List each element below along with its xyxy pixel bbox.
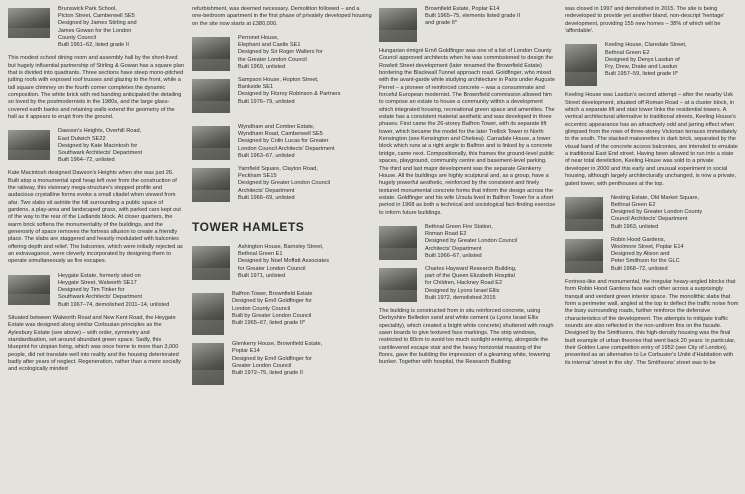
caption-line: Fry, Drew, Drake and Lasdun (605, 63, 678, 70)
caption-line: Built 1964–72, unlisted (58, 157, 115, 164)
body-paragraph: The building is constructed from in situ reinforced concrete, using Derbyshire Belledon sand and white cement (a Lyons Israel Ellis speciality), which created a bright white concrete) shuttered with rough sawn boards to give textured face markings. The strip windows, restricted to 80cm to avoid too much sunlight entering, alongside the cantilevered escape stair and the heavy horizontal massing of the floors, gave the building the impression of a gleaming white, towering bunker. Together with hospital, the Research Building (379, 307, 554, 366)
caption-line: Yarnfield Square, Clayton Road, (238, 166, 318, 173)
building-photo (565, 197, 603, 231)
caption-line: Picton Street, Camberwell SE5 (58, 13, 135, 20)
caption-line: Council Architects' Department (611, 216, 688, 223)
caption-line: Built 1957–59, listed grade II* (605, 71, 679, 78)
caption-line: Keeling House, Claredale Street, (605, 42, 687, 49)
caption-line: for Greater London Council (238, 265, 306, 272)
caption-line: the Greater London Council (238, 56, 307, 63)
caption-line: Built by Greater London Council (232, 312, 312, 319)
body-paragraph: Keeling House was Lasdun's second attempt – after the nearby Usk Street development, situated off Roman Road – at a cluster block, in which a separate lift and stair tower links the residential towers. A vertical architectural alternative to traditional streets, Keeling House's eccentric appearance has an attractively odd and jarring effect when glimpsed from the rows of three-storey Victorian terraces immediately to the south. The stacked maisonettes in dark brick, separated by the visual band of the concrete access balconies, are intended to emulate a traditional East End street. Having been allowed to run into a state of near total dereliction, Keeling House was sold to a private developer in 2000 and this early and unusual experiment in social housing, although largely architecturally unchanged, is now a private, gated tower, with penthouses at the top. (565, 92, 738, 187)
caption-line: Heygate Street, Walworth SE17 (58, 280, 137, 286)
caption-line: Built 1966–67, unlisted (425, 252, 482, 259)
caption-line: Designed by Greater London County (611, 209, 703, 216)
entry-glenkerry-house (192, 341, 372, 385)
body-paragraph: This modest school dining room and assembly hall by the short-lived but hugely influential partnership of Stirling & Gowan has a square plan that is divided into quadrants. Three sections have steep mono-pitched jutting roofs with exposed roof trusses and glazing to the front, while a tall square chimney on the fourth corner completes the dynamic composition. The white brick with red banding anticipated the detailing so loved by the postmodernists in the 1980s, and the large glass-covered earth banks and retaining walls extend the geometry of the hall as it appears to erupt from the ground. (8, 55, 185, 120)
caption-line: Glenkerry House, Brownfield Estate, (232, 341, 323, 348)
caption-line: Perronet House, (238, 35, 279, 42)
entry-balfron-tower (192, 291, 372, 335)
entry-yarnfield-square (192, 166, 372, 202)
caption-line: Ashington House, Barnsley Street, (238, 244, 324, 251)
building-photo (379, 268, 417, 302)
caption-line: Designed by Greater London Council (425, 238, 518, 245)
entry-perronet-house (192, 35, 372, 71)
caption-line: Built 1976–79, unlisted (238, 98, 295, 105)
building-photo (8, 275, 50, 305)
caption-line: Sampson House, Hopton Street, (238, 77, 319, 84)
entry-ashington-house (192, 244, 372, 280)
body-paragraph: Fortress-like and monumental, the irregular heavy-angled blocks that form Robin Hood Gardens face each other across a surprisingly tranquil and verdant green interior space. The monolithic slabs that form a perimeter wall, angled at the top to deflect the traffic noise from the busy surrounding roads, further reinforce the defensive characteristics of the development. The attempts to mitigate traffic sounds are also reflected in the non-uniform fins on the facade. Designed by the Smithsons, this high-density housing was the final built example of urban theories that went back 20 years: in particular, their Golden Lane competition entry of 1952 (see City of London), presented as an alternative to Le Corbusier's Unité d'Habitation with its internal 'street in the sky'. The Smithsons' street was to be (565, 278, 739, 366)
column-1 (8, 6, 184, 381)
caption-line: Peter Smithson for the GLC (611, 258, 680, 265)
caption (425, 224, 517, 260)
caption-line: Built 1961–62, listed grade II (58, 42, 129, 49)
caption-line: Brunswick Park School, (58, 6, 117, 12)
caption-line: Built 1969, unlisted (238, 63, 286, 70)
caption-line: Southwark Architects' Department (58, 149, 143, 156)
entry-nesting-estate (565, 195, 739, 231)
caption-line: Built 1971, unlisted (238, 272, 286, 279)
caption-line: Bethnal Green E2 (605, 49, 650, 56)
entry-sampson-house (192, 77, 372, 113)
body-paragraph: Hungarian émigré Ernő Goldfinger was one of a list of London County Council approved architects when he was commissioned to design the Rowlett Street development (later renamed the Brownfield Estate) bordering the Blackwall Tunnel approach road. Goldfinger, who mixed with the avant-garde while studying architecture in Paris under Auguste Perret – a pioneer of reinforced concrete – was a consummate and forceful European modernist. The Brownfield commission allowed him to compose an estate to house a community within a development which integrated housing, recreational green space and amenities. The estate has a consistent material aesthetic and was developed in three phases. First came the 26-storey Balfron Tower, with its separate lift tower, which became the model for the later Trellick Tower in North Kensington (see Kensington and Chelsea). Carradale House, a tower block which runs at a right angle to Balfron and is linked by a concrete bridge, came next. Compositionally, this frames the ground-level public spaces, playground, community centre and basement-level parking. The third and last major development was the separate Glenkerry House. All the buildings are highly sculptural and, as a group, have a hugely powerful aesthetic, reinforced by the consistent and finely textured monumental concrete forms that inform the design across the estate. Goldfinger and his wife Ursula lived in Balfron Tower for a short period in 1968 as both a technical and sociological fact-finding exercise to inform future buildings. (379, 48, 556, 216)
caption-line: Designed by Kate Macintosh for (58, 142, 138, 149)
caption (611, 195, 702, 231)
caption (425, 6, 520, 28)
caption-line: Designed by Tim Tinker for (58, 287, 125, 294)
caption-line: Brownfield Estate, Poplar E14 (425, 6, 500, 12)
entry-wyndham-and-comber-estate (192, 124, 372, 160)
building-photo (192, 126, 230, 160)
caption-line: Designed by Noel Moffatt Associates (238, 258, 329, 265)
caption-line: Built 1967–74, demolished 2011–14, unlisted (58, 301, 170, 308)
caption (611, 237, 684, 273)
body-paragraph: Situated between Walworth Road and New Kent Road, the Heygate Estate was designed along similar Corbusian principles as the Aylesbury Estate (see above) – with order, symmetry and standardisation, set around abundant green space. Sadly, this blueprint for utopian living, which was once home to more than 3,000 people, did not translate well into reality and the housing deteriorated badly after years of neglect. Regeneration, rather than a more socially and ecologically minded (8, 314, 181, 373)
caption (238, 244, 329, 280)
building-photo (565, 239, 603, 273)
caption-line: Built 1965–67, listed grade II* (232, 319, 306, 326)
caption-line: Robin Hood Gardens, (611, 236, 666, 243)
column-3 (379, 6, 557, 374)
caption-line: Built 1968–72, unlisted (611, 265, 668, 272)
caption-line: Heygate Estate, formerly sited on (58, 272, 141, 279)
caption-line: Dawson's Heights, Overhill Road, (58, 128, 142, 135)
caption-line: Balfron Tower, Brownfield Estate (232, 291, 313, 298)
building-photo (192, 246, 230, 280)
caption (232, 341, 322, 377)
caption-line: Designed by Alison and (611, 251, 670, 258)
entry-brunswick-park-school (8, 6, 184, 49)
entry-robin-hood-gardens (565, 237, 739, 273)
caption-line: Built 1972, demolished 2015 (425, 294, 496, 301)
section-heading: TOWER HAMLETS (192, 220, 305, 235)
caption (238, 35, 323, 71)
column-2 (192, 6, 372, 391)
caption-line: Bethnal Green E2 (611, 202, 656, 209)
caption-line: Built 1965–75, elements listed grade II (425, 13, 521, 20)
caption-line: Nesting Estate, Old Market Square, (611, 194, 699, 201)
caption-line: Bethnal Green Fire Station, (425, 223, 493, 230)
caption (425, 266, 516, 302)
caption (238, 124, 335, 160)
caption-line: and grade II* (425, 20, 458, 27)
caption-line: Peckham SE15 (238, 173, 277, 180)
caption-line: Bethnal Green E1 (238, 251, 283, 258)
caption-line: Designed by Denys Lasdun of (605, 56, 680, 63)
caption-line: part of the Queen Elizabeth Hospital (425, 273, 515, 280)
building-photo (379, 8, 417, 42)
caption (238, 166, 330, 202)
caption-line: Built 1963, unlisted (611, 223, 659, 230)
building-photo (192, 37, 230, 71)
caption-line: London Council Architects' Department (238, 145, 335, 152)
caption-line: Designed by Greater London Council (238, 180, 331, 187)
caption-line: County Council (58, 34, 96, 41)
entry-dawsons-heights (8, 128, 184, 164)
caption (238, 77, 341, 106)
caption-line: Wyndham Road, Camberwell SE5 (238, 131, 323, 138)
caption-line: Bankside SE1 (238, 84, 274, 91)
caption-line: Roman Road E2 (425, 231, 467, 238)
caption-line: Built 1966–69, unlisted (238, 194, 295, 201)
caption-line: London County Council (232, 305, 291, 312)
building-photo (192, 168, 230, 202)
column-4 (565, 6, 739, 374)
building-photo (8, 130, 50, 160)
caption (58, 6, 137, 49)
building-photo (192, 343, 224, 385)
body-paragraph: was closed in 1997 and demolished in 2015. The site is being redeveloped to provide yet another bland, non-descript 'heritage' development, providing 155 new homes – 38% of which will be 'affordable'. (565, 6, 725, 35)
body-paragraph: refurbishment, was deemed necessary. Demolition followed – and a one-bedroom apartment in the first phase of privately developed housing on the site now starts at £380,000. (192, 6, 372, 27)
building-photo (8, 8, 50, 38)
body-paragraph: Kate Macintosh designed Dawson's Heights when she was just 26. Built atop a monumental spoil heap left over from the construction of the railway, this visionary mega-structure's stepped profile and audacious crystalline forms evoke a small citadel when viewed from afar. Two slabs sit astride the hill surrounding a public space of gardens, a play-area and landscaped grass, with parked cars kept out of the way to the rear of the Ladlands block. At closer quarters, the warm brick softens the monumentality of the buildings, and the generosity of space removes the fortress allusion to create a friendly place. The slabs are staggered and heavily modulated with balconies offering depth and relief. The balconies, which were initially rejected as an extravagance, were cleverly incorporated by designing them to operate simultaneously as fire escapes. (8, 170, 183, 265)
caption-line: Architects' Department (238, 187, 295, 194)
caption-line: Built 1963–67, unlisted (238, 152, 295, 159)
entry-bethnal-green-fire-station (379, 224, 557, 260)
building-photo (565, 44, 597, 86)
caption-line: East Dulwich SE22 (58, 135, 106, 142)
caption-line: Designed by Fitzroy Robinson & Partners (238, 91, 341, 98)
caption (58, 128, 142, 164)
caption-line: Designed by Colin Lucas for Greater (238, 138, 329, 145)
caption-line: James Gowan for the London (58, 27, 132, 34)
entry-charles-hayward-research-building (379, 266, 557, 302)
caption-line: Wyndham and Comber Estate, (238, 124, 315, 131)
building-photo (192, 79, 230, 113)
caption-line: Woolmore Street, Poplar E14 (611, 244, 684, 251)
entry-keeling-house (565, 42, 739, 86)
caption (232, 291, 312, 327)
caption (605, 42, 686, 78)
caption-line: Designed by Lyons Israel Ellis (425, 287, 500, 294)
caption-line: Elephant and Castle SE1 (238, 42, 301, 49)
building-photo (192, 293, 224, 335)
caption-line: Designed by Sir Roger Walters for (238, 49, 323, 56)
caption-line: Architects' Department (425, 245, 482, 252)
entry-heygate-estate (8, 273, 184, 309)
entry-brownfield-estate (379, 6, 557, 42)
caption-line: Southwark Architects' Department (58, 294, 143, 301)
caption-line: Poplar E14 (232, 348, 260, 355)
caption-line: Designed by Ernő Goldfinger for (232, 298, 312, 305)
caption-line: Designed by Ernő Goldfinger for (232, 355, 312, 362)
caption-line: Designed by James Stirling and (58, 20, 137, 27)
caption-line: Charles Hayward Research Building, (425, 265, 517, 272)
caption (58, 273, 169, 309)
building-photo (379, 226, 417, 260)
caption-line: Greater London Council (232, 362, 292, 369)
caption-line: Built 1972–75, listed grade II (232, 369, 303, 376)
caption-line: for Children, Hackney Road E2 (425, 280, 503, 287)
